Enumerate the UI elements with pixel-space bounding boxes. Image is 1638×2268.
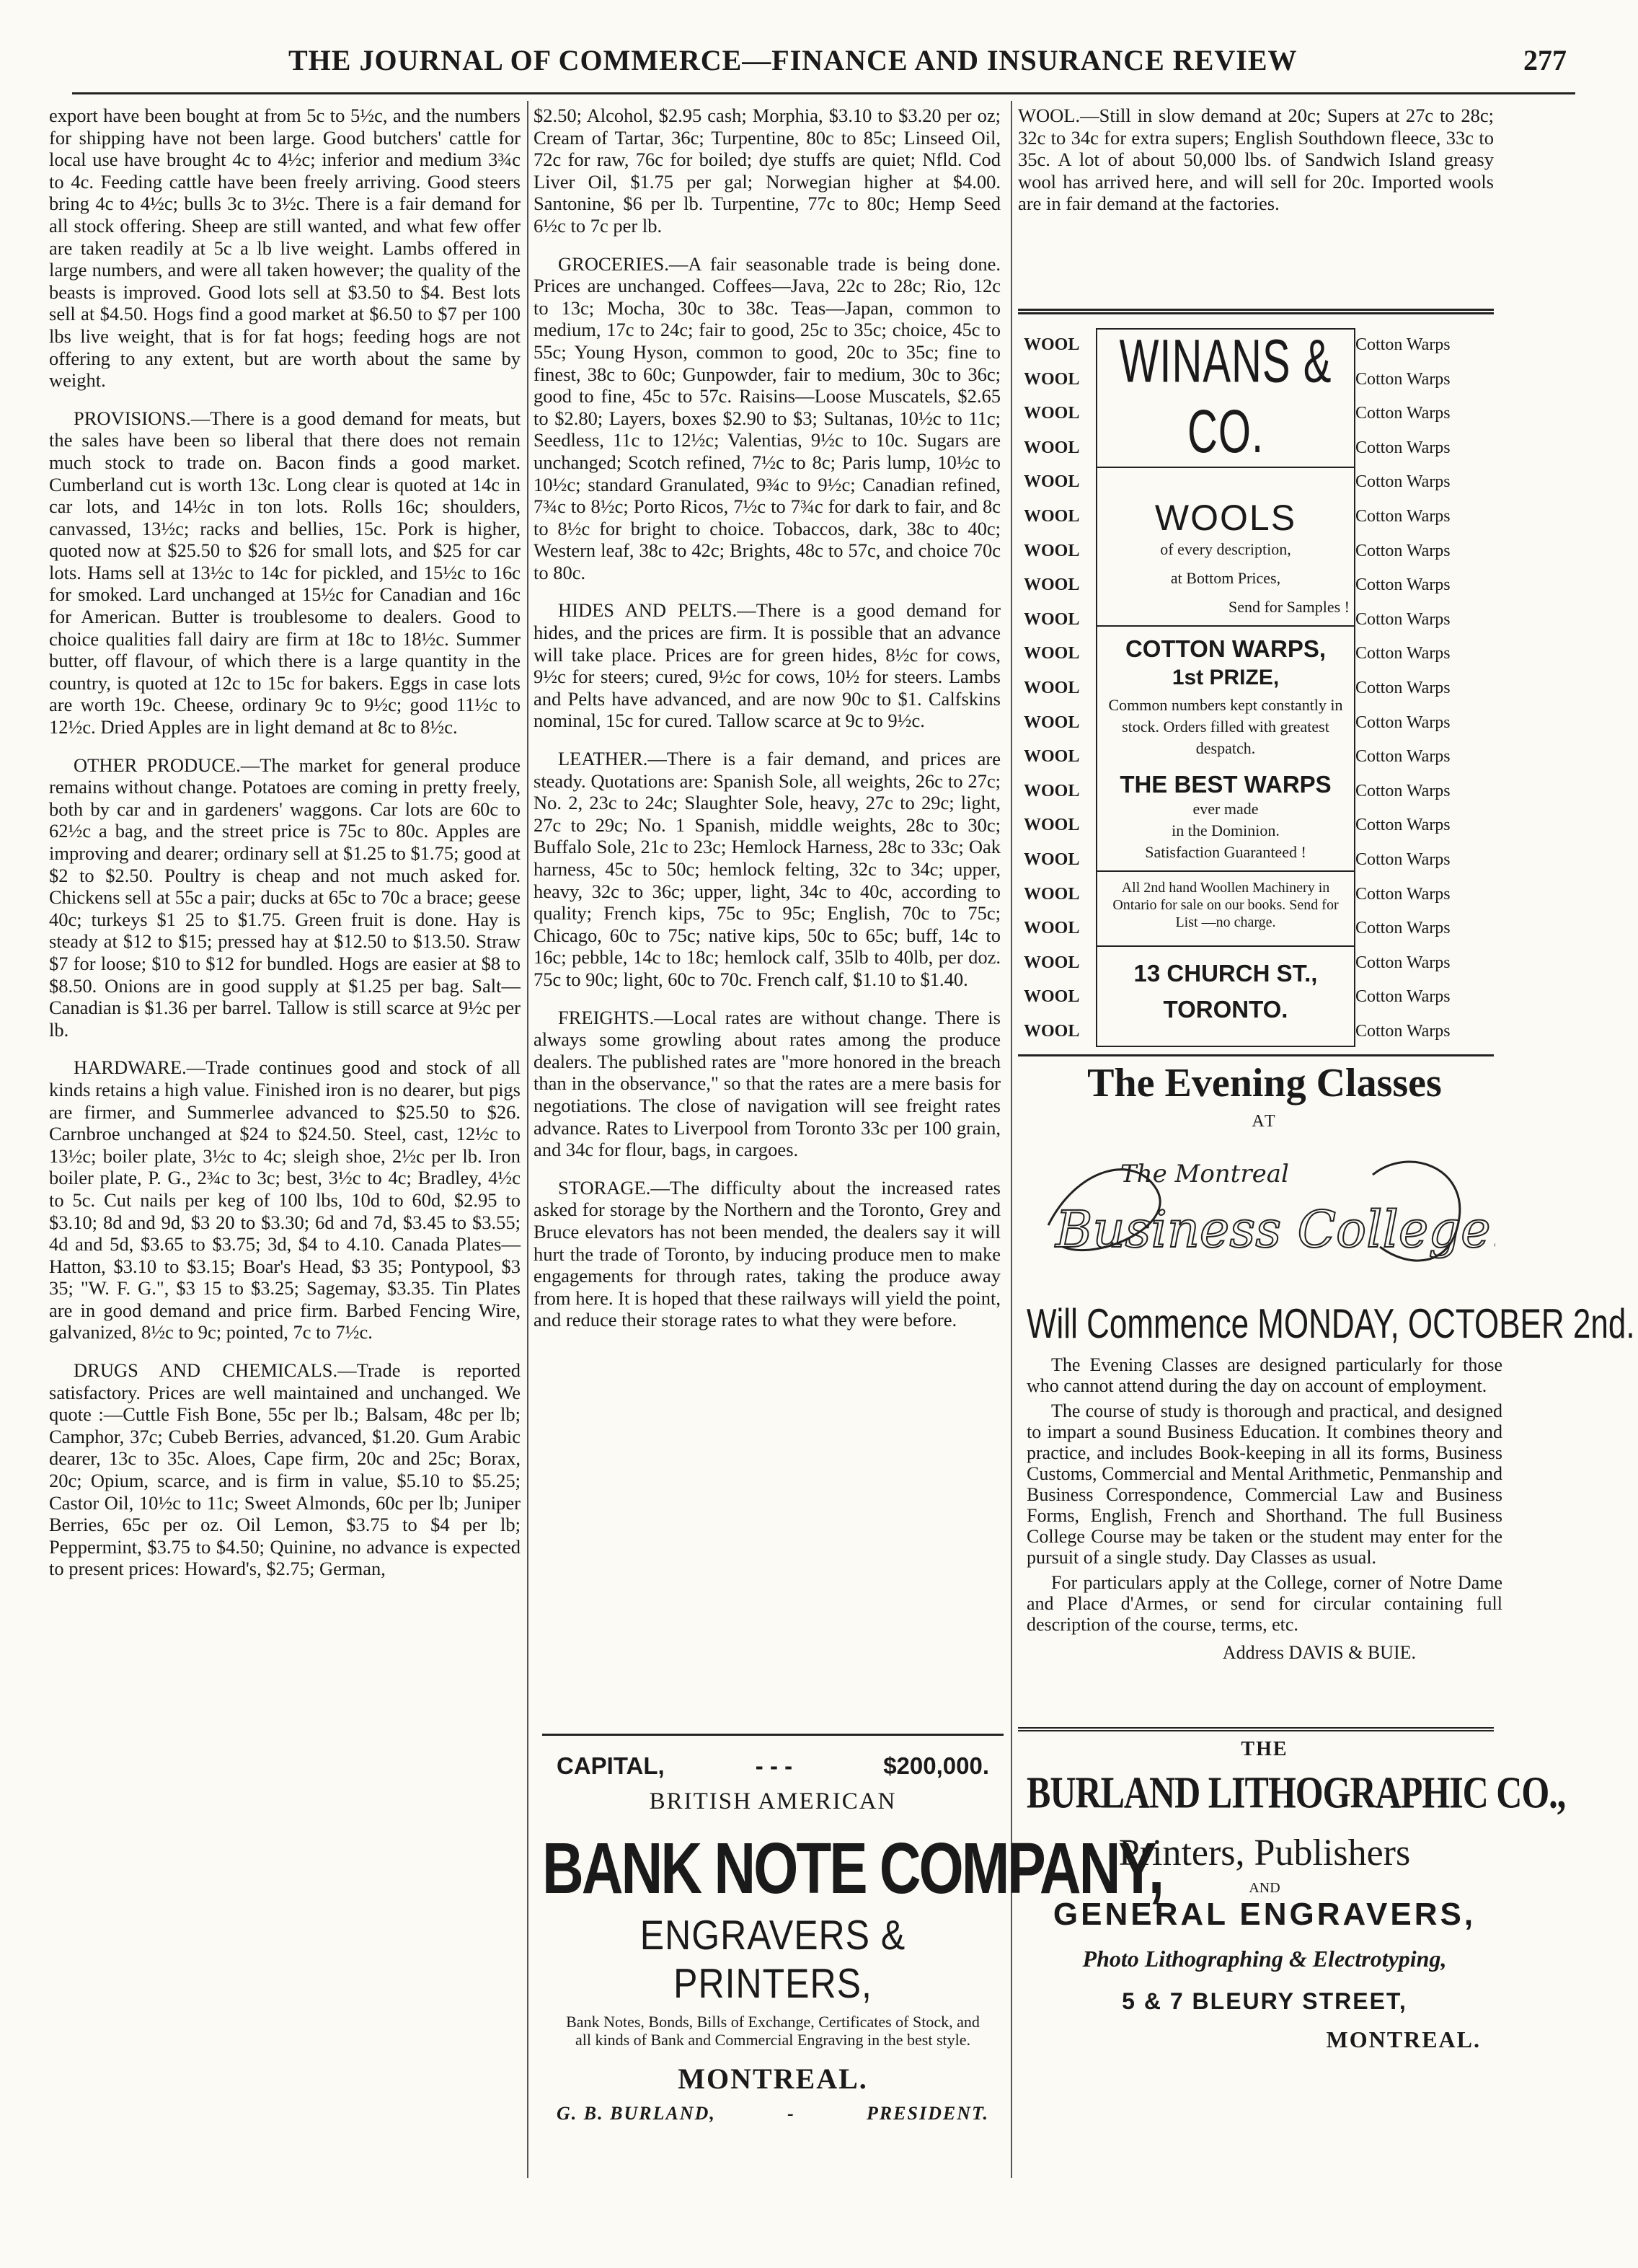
cotton-warps-side-label: Cotton Warps xyxy=(1355,644,1451,663)
cotton-warps-side-label: Cotton Warps xyxy=(1355,609,1451,629)
burland-printers: Printers, Publishers xyxy=(1118,1832,1411,1874)
bank-city: MONTREAL. xyxy=(678,2062,868,2095)
cotton-warps-side-label: Cotton Warps xyxy=(1355,1021,1451,1041)
column-divider-1 xyxy=(527,101,528,2178)
cotton-warps-side-label: Cotton Warps xyxy=(1355,987,1451,1007)
cotton-warps-side-label: Cotton Warps xyxy=(1355,747,1451,767)
cotton-warps-side-label: Cotton Warps xyxy=(1355,850,1451,869)
logo-line-2: Business College. xyxy=(1055,1200,1495,1259)
wool-side-label: WOOL xyxy=(1024,712,1080,732)
bank-description: Bank Notes, Bonds, Bills of Exchange, Certificates of Stock, and all kinds of Bank and Commercial Engraving in the best style. xyxy=(566,2013,980,2049)
business-college-logo xyxy=(1034,1139,1495,1283)
capital-dashes: - - - xyxy=(755,1752,793,1779)
wool-side-label: WOOL xyxy=(1024,953,1080,972)
capital-line xyxy=(542,1752,1004,1780)
evening-paragraph-1: The Evening Classes are designed particularly for those who cannot attend during the day on account of employment. xyxy=(1027,1354,1502,1396)
burland-the: THE xyxy=(1241,1738,1288,1760)
winans-line-4: Common numbers kept constantly in stock. Orders filled with greatest despatch. xyxy=(1108,696,1343,757)
winans-line-3: Send for Samples ! xyxy=(1228,598,1350,616)
page-number: 277 xyxy=(1523,44,1567,76)
burland-rule xyxy=(1018,1727,1494,1731)
logo-line-1: The Montreal xyxy=(1120,1160,1289,1188)
evening-at: AT xyxy=(1252,1112,1278,1131)
burland-and: AND xyxy=(1249,1880,1280,1896)
cotton-warps-heading: COTTON WARPS, xyxy=(1125,635,1327,662)
hides-pelts-paragraph: HIDES AND PELTS.—There is a good demand for hides, and the prices are firm. It is possible that an advance will take place. Prices are for green hides, 8½c for cows, 9½c for steers; cured, 9½c for cows, 10½ for steers. Lambs and Pelts have advanced, and are now 90c to $1. Calfskins nominal, 15c for cured. Tallow scarce at 9c to 9½c. xyxy=(534,599,1001,732)
capital-label: CAPITAL, xyxy=(557,1752,665,1779)
commence-line: Will Commence MONDAY, OCTOBER 2nd. xyxy=(1027,1301,1635,1348)
president-dash: - xyxy=(787,2103,795,2124)
bank-ad-rule xyxy=(542,1734,1004,1736)
president-line xyxy=(542,2103,1004,2124)
winans-divider xyxy=(1097,870,1354,872)
storage-paragraph: STORAGE.—The difficulty about the increased rates asked for storage by the Northern and the Toronto, Grey and Bruce elevators has not been mended, the dealers say it will hurt the trade of Toronto, by inducing produce men to make engagements for through rates, taking the produce away from here. It is hoped that these railways will yield the point, and reduce their storage rates to what they were before. xyxy=(534,1176,1001,1331)
wool-side-label: WOOL xyxy=(1024,644,1080,663)
burland-city: MONTREAL. xyxy=(1326,2026,1481,2052)
wool-side-label: WOOL xyxy=(1024,335,1080,354)
president-label: PRESIDENT. xyxy=(866,2103,989,2124)
wool-side-label: WOOL xyxy=(1024,506,1080,526)
winans-box xyxy=(1096,328,1355,1047)
column-2 xyxy=(534,105,1001,1347)
cotton-warps-side-label: Cotton Warps xyxy=(1355,506,1451,526)
wool-paragraph: WOOL.—Still in slow demand at 20c; Supers at 27c to 28c; 32c to 34c for extra supers; English Southdown fleece, 33c to 35c. A lot of about 50,000 lbs. of Sandwich Island greasy wool has arrived here, and will sell for 20c. Imported wools are in fair demand at the factories. xyxy=(1018,105,1494,215)
wool-side-label: WOOL xyxy=(1024,884,1080,904)
burland-name: BURLAND LITHOGRAPHIC CO., xyxy=(1027,1767,1566,1817)
winans-city: TORONTO. xyxy=(1163,996,1288,1023)
cotton-warps-side-column xyxy=(1355,328,1500,1049)
bank-note-company-ad xyxy=(542,1745,1163,2149)
cotton-warps-side-label: Cotton Warps xyxy=(1355,541,1451,560)
winans-line-2: at Bottom Prices, xyxy=(1170,569,1281,587)
wool-ad-rule xyxy=(1018,309,1494,314)
wool-side-label: WOOL xyxy=(1024,404,1080,423)
burland-photo: Photo Lithographing & Electrotyping, xyxy=(1082,1946,1447,1972)
freights-paragraph: FREIGHTS.—Local rates are without change. There is always some growling about rates among the produce dealers. The published rates are "more honored in the breach than in the observance," so that the rates are a mere basis for negotiations. The close of navigation will see freight rates advance. Rates to Liverpool from Toronto 33c per 100 grain, and 34c for flour, bags, in cargoes. xyxy=(534,1006,1001,1161)
cotton-warps-side-label: Cotton Warps xyxy=(1355,781,1451,800)
winans-divider xyxy=(1097,625,1354,627)
cotton-warps-side-label: Cotton Warps xyxy=(1355,712,1451,732)
wool-side-label: WOOL xyxy=(1024,438,1080,457)
engravers-printers: ENGRAVERS & PRINTERS, xyxy=(639,1912,906,2007)
drugs-continued-paragraph: $2.50; Alcohol, $2.95 cash; Morphia, $3.10 to $3.20 per oz; Cream of Tartar, 36c; Turpentine, 80c to 85c; Linseed Oil, 72c for raw, 76c for boiled; dye stuffs are quiet; Nfld. Cod Liver Oil, $1.75 per gal; Norwegian higher at $4.00. Santonine, $6 per lb. Turpentine, 77c to 80c; Hemp Seed 6½c to 7c per lb. xyxy=(534,105,1001,237)
winans-divider xyxy=(1097,945,1354,947)
wool-side-label: WOOL xyxy=(1024,575,1080,595)
wool-side-label: WOOL xyxy=(1024,987,1080,1007)
wools-heading: WOOLS xyxy=(1154,498,1297,538)
evening-heading: The Evening Classes xyxy=(1087,1061,1442,1106)
burland-engravers: GENERAL ENGRAVERS, xyxy=(1053,1897,1477,1932)
cotton-warps-side-label: Cotton Warps xyxy=(1355,884,1451,904)
best-warps: THE BEST WARPS xyxy=(1120,771,1332,798)
burland-street: 5 & 7 BLEURY STREET, xyxy=(1122,1988,1407,2014)
cotton-warps-side-label: Cotton Warps xyxy=(1355,678,1451,697)
evening-rule xyxy=(1018,1054,1494,1056)
wool-side-label: WOOL xyxy=(1024,1021,1080,1041)
cotton-warps-side-label: Cotton Warps xyxy=(1355,369,1451,389)
cotton-warps-side-label: Cotton Warps xyxy=(1355,472,1451,492)
evening-paragraph-2: The course of study is thorough and practical, and designed to impart a sound Business Education. It combines theory and practice, and includes Book-keeping in all its forms, Business Customs, Commercial and Mental Arithmetic, Penmanship and Business Correspondence, Commercial Law and Business Forms, English, French and Shorthand. The full Business College Course may be taken or the student may enter for the pursuit of a single study. Day Classes as usual. xyxy=(1027,1400,1502,1568)
bank-note-company-name: BANK NOTE COMPANY, xyxy=(542,1827,1163,1908)
wool-side-label: WOOL xyxy=(1024,369,1080,389)
machinery-notice: All 2nd hand Woollen Machinery in Ontario for sale on our books. Send for List —no charge. xyxy=(1112,880,1339,930)
wool-side-column xyxy=(1024,328,1093,1049)
wool-side-label: WOOL xyxy=(1024,919,1080,938)
president-name: G. B. BURLAND, xyxy=(557,2103,716,2124)
market-paragraph: export have been bought at from 5c to 5½c, and the numbers for shipping have not been large. Good butchers' cattle for local use have brought 4c to 4½c; inferior and medium 3¾c to 4c. Feeding cattle have been freely arriving. Good steers bring 4c to 4½c; bulls 3c to 3½c. There is a fair demand for all stock offering. Sheep are still wanted, and what few offer are taken readily at 5c a lb live weight. Lambs offered in large numbers, and were all taken however; the quality of the beasts is improved. Good lots sell at $3.50 to $4. Best lots sell at $4.50. Hogs find a good market at $6.50 to $7 per 100 lbs live weight, that is for fat hogs; feeding hogs are not offering to any extent, but are worth about the same by weight. xyxy=(49,105,521,392)
cotton-warps-side-label: Cotton Warps xyxy=(1355,335,1451,354)
winans-name: WINANS & CO. xyxy=(1119,327,1332,466)
hardware-paragraph: HARDWARE.—Trade continues good and stock of all kinds retains a high value. Finished iron is no dearer, but pigs are firmer, and Summerlee advanced to $25.50 to $26. Carnbroe unchanged at $24 to $24.50. Steel, cast, 12½c to 13½c; boiler plate, 3½c to 4c; sleigh shoe, 2½c per lb. Iron boiler plate, P. G., 2¾c to 3c; best, 3½c to 4c; Bradley, 4½c to 5c. Cut nails per keg of 100 lbs, 10d to 60d, $2.95 to $3.10; 8d and 9d, $3 20 to $3.30; 6d and 7d, $3.45 to $3.55; 4d and 5d, $3.65 to $3.75; 3d, $4 to 4.10. Canada Plates—Hatton, $3.10 to $3.15; Boar's Head, $3 35; Pontypool, $3 35; "W. F. G.", $3 15 to $3.25; Sagemay, $3.35. Tin Plates are in good demand and price firm. Barbed Fencing Wire, galvanized, 8½c to 9c; pointed, 7c to 7½c. xyxy=(49,1056,521,1343)
winans-line-5: ever made xyxy=(1192,800,1259,818)
column-3 xyxy=(1018,105,1494,231)
wool-side-label: WOOL xyxy=(1024,816,1080,835)
groceries-paragraph: GROCERIES.—A fair seasonable trade is being done. Prices are unchanged. Coffees—Java, 22c to 28c; Rio, 12c to 13c; Mocha, 30c to 38c. Teas—Japan, common to medium, 17c to 24c; fair to good, 25c to 35c; choice, 45c to 55c; Young Hyson, common to good, 20c to 35c; fine to finest, 38c to 60c; Gunpowder, fair to medium, 30c to 36c; good to fine, 45c to 57c. Raisins—Loose Muscatels, $2.65 to $2.80; Layers, boxes $2.90 to $3; Sultanas, 10½c to 11c; Seedless, 11c to 12½c; Valentias, 9½c to 10c. Sugars are unchanged; Scotch refined, 7½c to 8c; Paris lump, 10½c to 10½c; standard Granulated, 9¾c to 9½c; Canadian refined, 7¾c to 8½c; Porto Ricos, 7½c to 7¾c for dark to fair, and 8c to 8½c for bright to choice. Tobaccos, dark, 38c to 40c; Western leaf, 38c to 42c; Brights, 48c to 57c, and choice 70c to 80c. xyxy=(534,252,1001,583)
wool-side-label: WOOL xyxy=(1024,541,1080,560)
first-prize: 1st PRIZE, xyxy=(1172,666,1280,689)
winans-line-7: Satisfaction Guaranteed ! xyxy=(1145,843,1306,861)
column-1 xyxy=(49,105,521,1596)
cotton-warps-side-label: Cotton Warps xyxy=(1355,404,1451,423)
winans-line-1: of every description, xyxy=(1160,540,1291,558)
drugs-chemicals-paragraph: DRUGS AND CHEMICALS.—Trade is reported satisfactory. Prices are well maintained and unchanged. We quote :—Cuttle Fish Bone, 55c per lb.; Balsam, 48c per lb; Camphor, 37c; Cubeb Berries, advanced, $1.20. Gum Arabic dearer, 13c to 35c. Aloes, Cape firm, 20c and 25c; Borax, 20c; Opium, scarce, and is firm in value, $5.10 to $5.25; Castor Oil, 10½c to 11c; Sweet Almonds, 60c per lb; Juniper Berries, 65c per oz. Oil Lemon, $3.75 to $4 per lb; Peppermint, $3.75 to $4.50; Quinine, no advance is expected to present prices: Howard's, $2.75; German, xyxy=(49,1359,521,1580)
wool-side-label: WOOL xyxy=(1024,472,1080,492)
provisions-paragraph: PROVISIONS.—There is a good demand for meats, but the sales have been so liberal that there does not remain much stock to trade on. Bacon finds a good market. Cumberland cut is worth 13c. Long clear is quoted at 14c in car lots, and 14½c in ton lots. Rolls 16c; shoulders, canvassed, 13½c; racks and bellies, 15c. Pork is higher, quoted now at $25.50 to $26 for small lots, and $25 for car lots. Hams sell at 13½c to 14c for pickled, and 15½c to 16c for smoked. Lard unchanged at 15½c for Canadian and 16c for American. Butter is troublesome to dealers. Good to choice qualities fall dairy are firm at 18c to 18½c. Summer butter, off flavour, of which there is a large quantity in the country, is quoted at 12c to 15c for bakers. Eggs in case lots are worth 19c. Cheese, ordinary 9c to 9½c; good 11½c to 12½c. Dried Apples are in light demand at 8c to 8½c. xyxy=(49,407,521,738)
cotton-warps-side-label: Cotton Warps xyxy=(1355,438,1451,457)
cotton-warps-side-label: Cotton Warps xyxy=(1355,953,1451,972)
winans-line-6: in the Dominion. xyxy=(1172,821,1280,839)
header-rule xyxy=(72,92,1575,94)
cotton-warps-side-label: Cotton Warps xyxy=(1355,816,1451,835)
other-produce-paragraph: OTHER PRODUCE.—The market for general produce remains without change. Potatoes are coming in pretty freely, both by car and in gardeners' waggons. Car lots are 60c to 62½c a bag, and the street price is 75c to 80c. Apples are improving and dearer; ordinary sell at $1.25 to $1.75; good at $2 to $2.50. Poultry is cheap and not much asked for. Chickens sell at 55c a pair; ducks at 65c to 70c a brace; geese 40c; turkeys $1 25 to $1.75. Green fruit is done. Hay is steady at $12 to $15; pressed hay at $12.50 to $13.50. Straw $7 for loose; $10 to $12 for bundled. Hogs are easier at $8 to $8.50. Onions are in good supply at $1.25 per bag. Salt—Canadian is $1.36 per barrel. Tallow is still scarce at 9½c per lb. xyxy=(49,754,521,1041)
winans-divider xyxy=(1097,467,1354,468)
winans-address: 13 CHURCH ST., xyxy=(1133,960,1318,987)
wool-side-label: WOOL xyxy=(1024,781,1080,800)
cotton-warps-side-label: Cotton Warps xyxy=(1355,919,1451,938)
evening-classes-ad xyxy=(1027,1060,1635,1664)
wool-side-label: WOOL xyxy=(1024,609,1080,629)
winans-ad xyxy=(1024,328,1500,1049)
wool-side-label: WOOL xyxy=(1024,678,1080,697)
burland-lithographic-ad xyxy=(1027,1738,1566,2053)
british-american: BRITISH AMERICAN xyxy=(649,1788,897,1814)
evening-paragraph-3: For particulars apply at the College, corner of Notre Dame and Place d'Armes, or send for circular containing full description of the course, terms, etc. xyxy=(1027,1572,1502,1635)
leather-paragraph: LEATHER.—There is a fair demand, and prices are steady. Quotations are: Spanish Sole, all weights, 26c to 27c; No. 2, 23c to 24c; Slaughter Sole, heavy, 27c to 29c; light, 27c to 29c; No. 1 Spanish, middle weights, 28c to 30c; Buffalo Sole, 21c to 23c; Hemlock Harness, 28c to 33c; Oak harness, 45c to 50c; hemlock felting, 32c to 34c; upper, heavy, 32c to 36c; upper, light, 34c to 40c, according to quality; French kips, 75c to 95c; English, 70c to 75c; Chicago, 60c to 75c; native kips, 50c to 65c; buff, 14c to 16c; pebble, 14c to 18c; hemlock calf, 35lb to 40lb, per doz. 75c to 90c; light, 60c to 70c. French calf, $1.10 to $1.40. xyxy=(534,748,1001,990)
wool-side-label: WOOL xyxy=(1024,747,1080,767)
capital-value: $200,000. xyxy=(883,1752,989,1779)
journal-title: THE JOURNAL OF COMMERCE—FINANCE AND INSURANCE REVIEW xyxy=(288,44,1298,76)
wool-side-label: WOOL xyxy=(1024,850,1080,869)
cotton-warps-side-label: Cotton Warps xyxy=(1355,575,1451,595)
evening-address: Address DAVIS & BUIE. xyxy=(1222,1642,1416,1663)
page-header xyxy=(72,37,1575,88)
